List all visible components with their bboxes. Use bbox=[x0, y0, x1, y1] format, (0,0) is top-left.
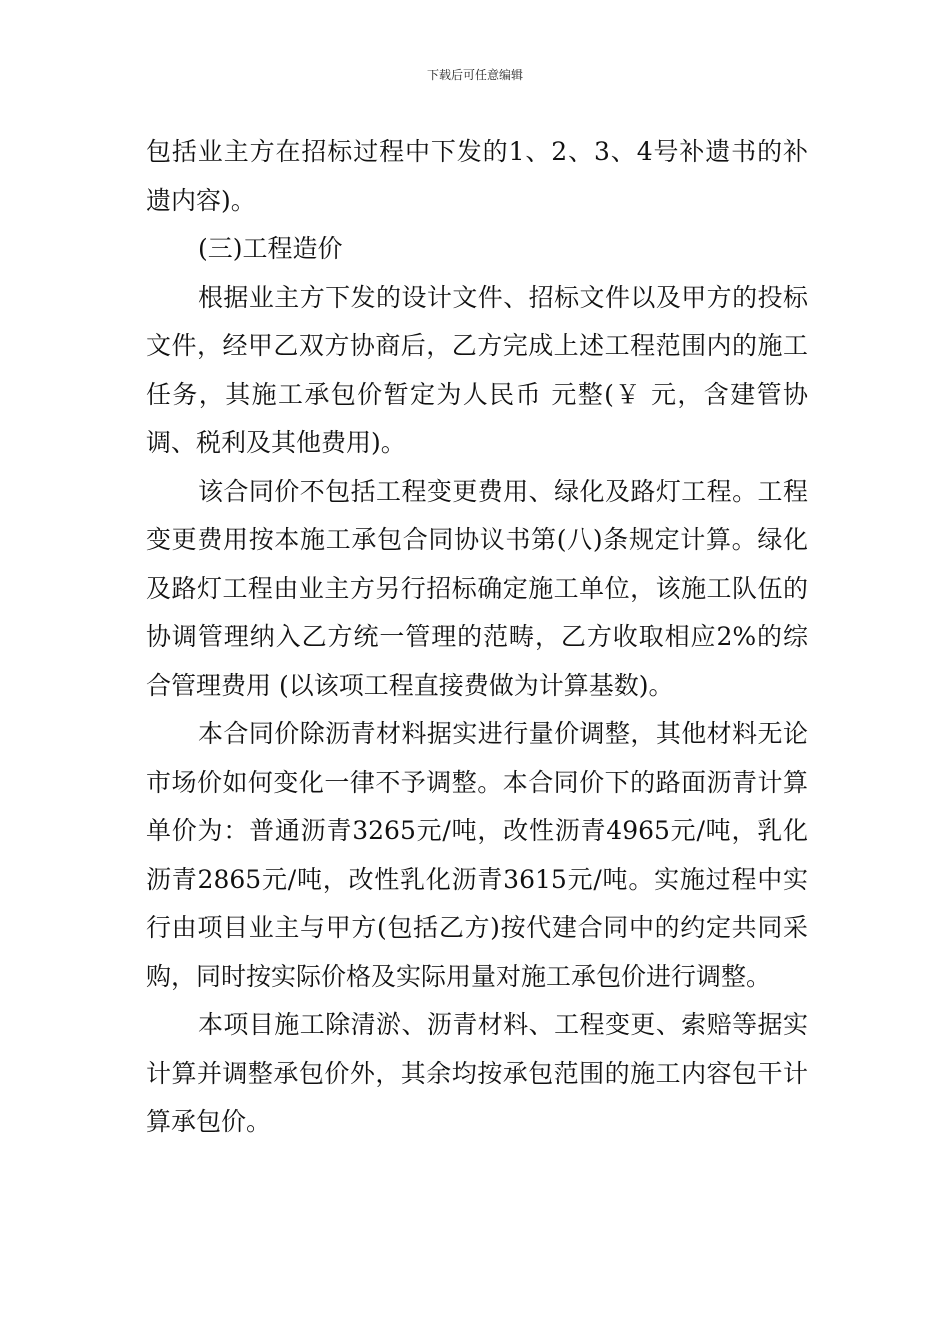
paragraph-continuation: 包括业主方在招标过程中下发的1、2、3、4号补遗书的补遗内容)。 bbox=[146, 137, 808, 215]
paragraph-exclusions: 该合同价不包括工程变更费用、绿化及路灯工程。工程变更费用按本施工承包合同协议书第(八)条规定计算。绿化及路灯工程由业主方另行招标确定施工单位，该施工队伍的协调管理纳入乙方统一管理的范畴，乙方收取相应2%的综合管理费用 (以该项工程直接费做为计算基数)。 bbox=[146, 476, 808, 700]
document-body bbox=[146, 128, 808, 1147]
paragraph-asphalt-pricing: 本合同价除沥青材料据实进行量价调整，其他材料无论市场价如何变化一律不予调整。本合同价下的路面沥青计算单价为：普通沥青3265元/吨，改性沥青4965元/吨，乳化沥青2865元/吨，改性乳化沥青3615元/吨。实施过程中实行由项目业主与甲方(包括乙方)按代建合同中的约定共同采购，同时按实际价格及实际用量对施工承包价进行调整。 bbox=[146, 719, 808, 991]
paragraph-contract-price: 根据业主方下发的设计文件、招标文件以及甲方的投标文件，经甲乙双方协商后，乙方完成上述工程范围内的施工任务，其施工承包价暂定为人民币 元整(￥ 元，含建管协调、税利及其他费用)。 bbox=[146, 282, 808, 457]
page-header: 下载后可任意编辑 bbox=[426, 68, 523, 82]
paragraph-lump-sum: 本项目施工除清淤、沥青材料、工程变更、索赔等据实计算并调整承包价外，其余均按承包范围的施工内容包干计算承包价。 bbox=[146, 1010, 808, 1136]
section-heading-project-cost: (三)工程造价 bbox=[198, 234, 343, 263]
